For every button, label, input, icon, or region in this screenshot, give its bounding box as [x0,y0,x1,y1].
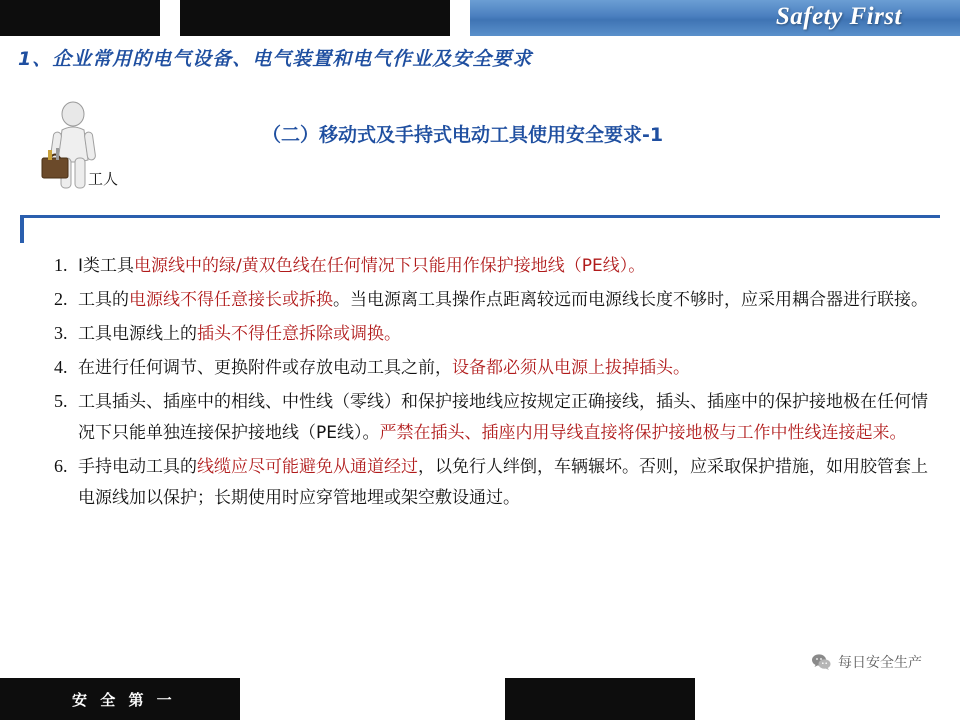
safety-first-title: Safety First [775,3,902,30]
rule-text: 。当电源离工具操作点距离较远而电源线长度不够时，应采用耦合器进行联接。 [333,290,928,310]
section-heading: 1、企业常用的电气设备、电气装置和电气作业及安全要求 [18,48,533,70]
rule-item [72,386,930,449]
rule-text: 工具插头、插座中的相线、中性线（零线）和保护接地线应按规定正确接线，插头、插座中的保护接地极在任何情况下只能单独连接保护接地线（PE线）。 [78,392,928,443]
rule-text-highlight: 插头不得任意拆除或调换。 [197,324,401,344]
rule-text: 手持电动工具的 [78,457,197,477]
wechat-label: 每日安全生产 [838,655,922,671]
rule-text: 在进行任何调节、更换附件或存放电动工具之前， [78,358,452,378]
footer-white-gap-1 [240,678,505,720]
worker-label: 工人 [88,170,119,188]
rule-text-highlight: 设备都必须从电源上拔掉插头。 [452,358,690,378]
divider-tick [20,215,24,243]
rule-item [72,284,930,316]
banner-white-gap-2 [450,0,470,36]
wechat-badge [811,652,922,672]
rule-text: 工具电源线上的 [78,324,197,344]
rule-text-highlight: 电源线中的绿/黄双色线在任何情况下只能用作保护接地线（PE线）。 [134,256,646,276]
footer-white-gap-2 [695,678,960,720]
section-divider [20,215,940,218]
rules-list [30,250,930,514]
rule-item [72,352,930,384]
worker-figure-icon [28,100,138,195]
rule-text-highlight: 线缆应尽可能避免从通道经过 [197,457,418,477]
rule-item [72,451,930,514]
rule-item [72,318,930,350]
rule-text-highlight: 电源线不得任意接长或拆换 [129,290,333,310]
rule-text: ，以免行人绊倒，车辆辗坏。否则，应采取保护措施，如用胶管套上电源线加以保护；长期使用时应穿管地埋或架空敷设通过。 [78,457,928,508]
rule-text: 工具的 [78,290,129,310]
rules-content [30,250,930,516]
page-subtitle: （二）移动式及手持式电动工具使用安全要求-1 [262,124,664,146]
rule-text-highlight: 严禁在插头、插座内用导线直接将保护接地极与工作中性线连接起来。 [379,423,907,443]
rule-text: Ⅰ类工具 [78,256,135,276]
wechat-icon [811,653,831,671]
rule-item [72,250,930,282]
footer-black-segment-mid [505,678,695,720]
banner-black-segment-mid [180,0,450,36]
bottom-banner [0,678,960,720]
banner-black-segment-left [0,0,160,36]
top-banner [0,0,960,36]
banner-white-gap-1 [160,0,180,36]
footer-slogan: 安 全 第 一 [72,691,176,709]
